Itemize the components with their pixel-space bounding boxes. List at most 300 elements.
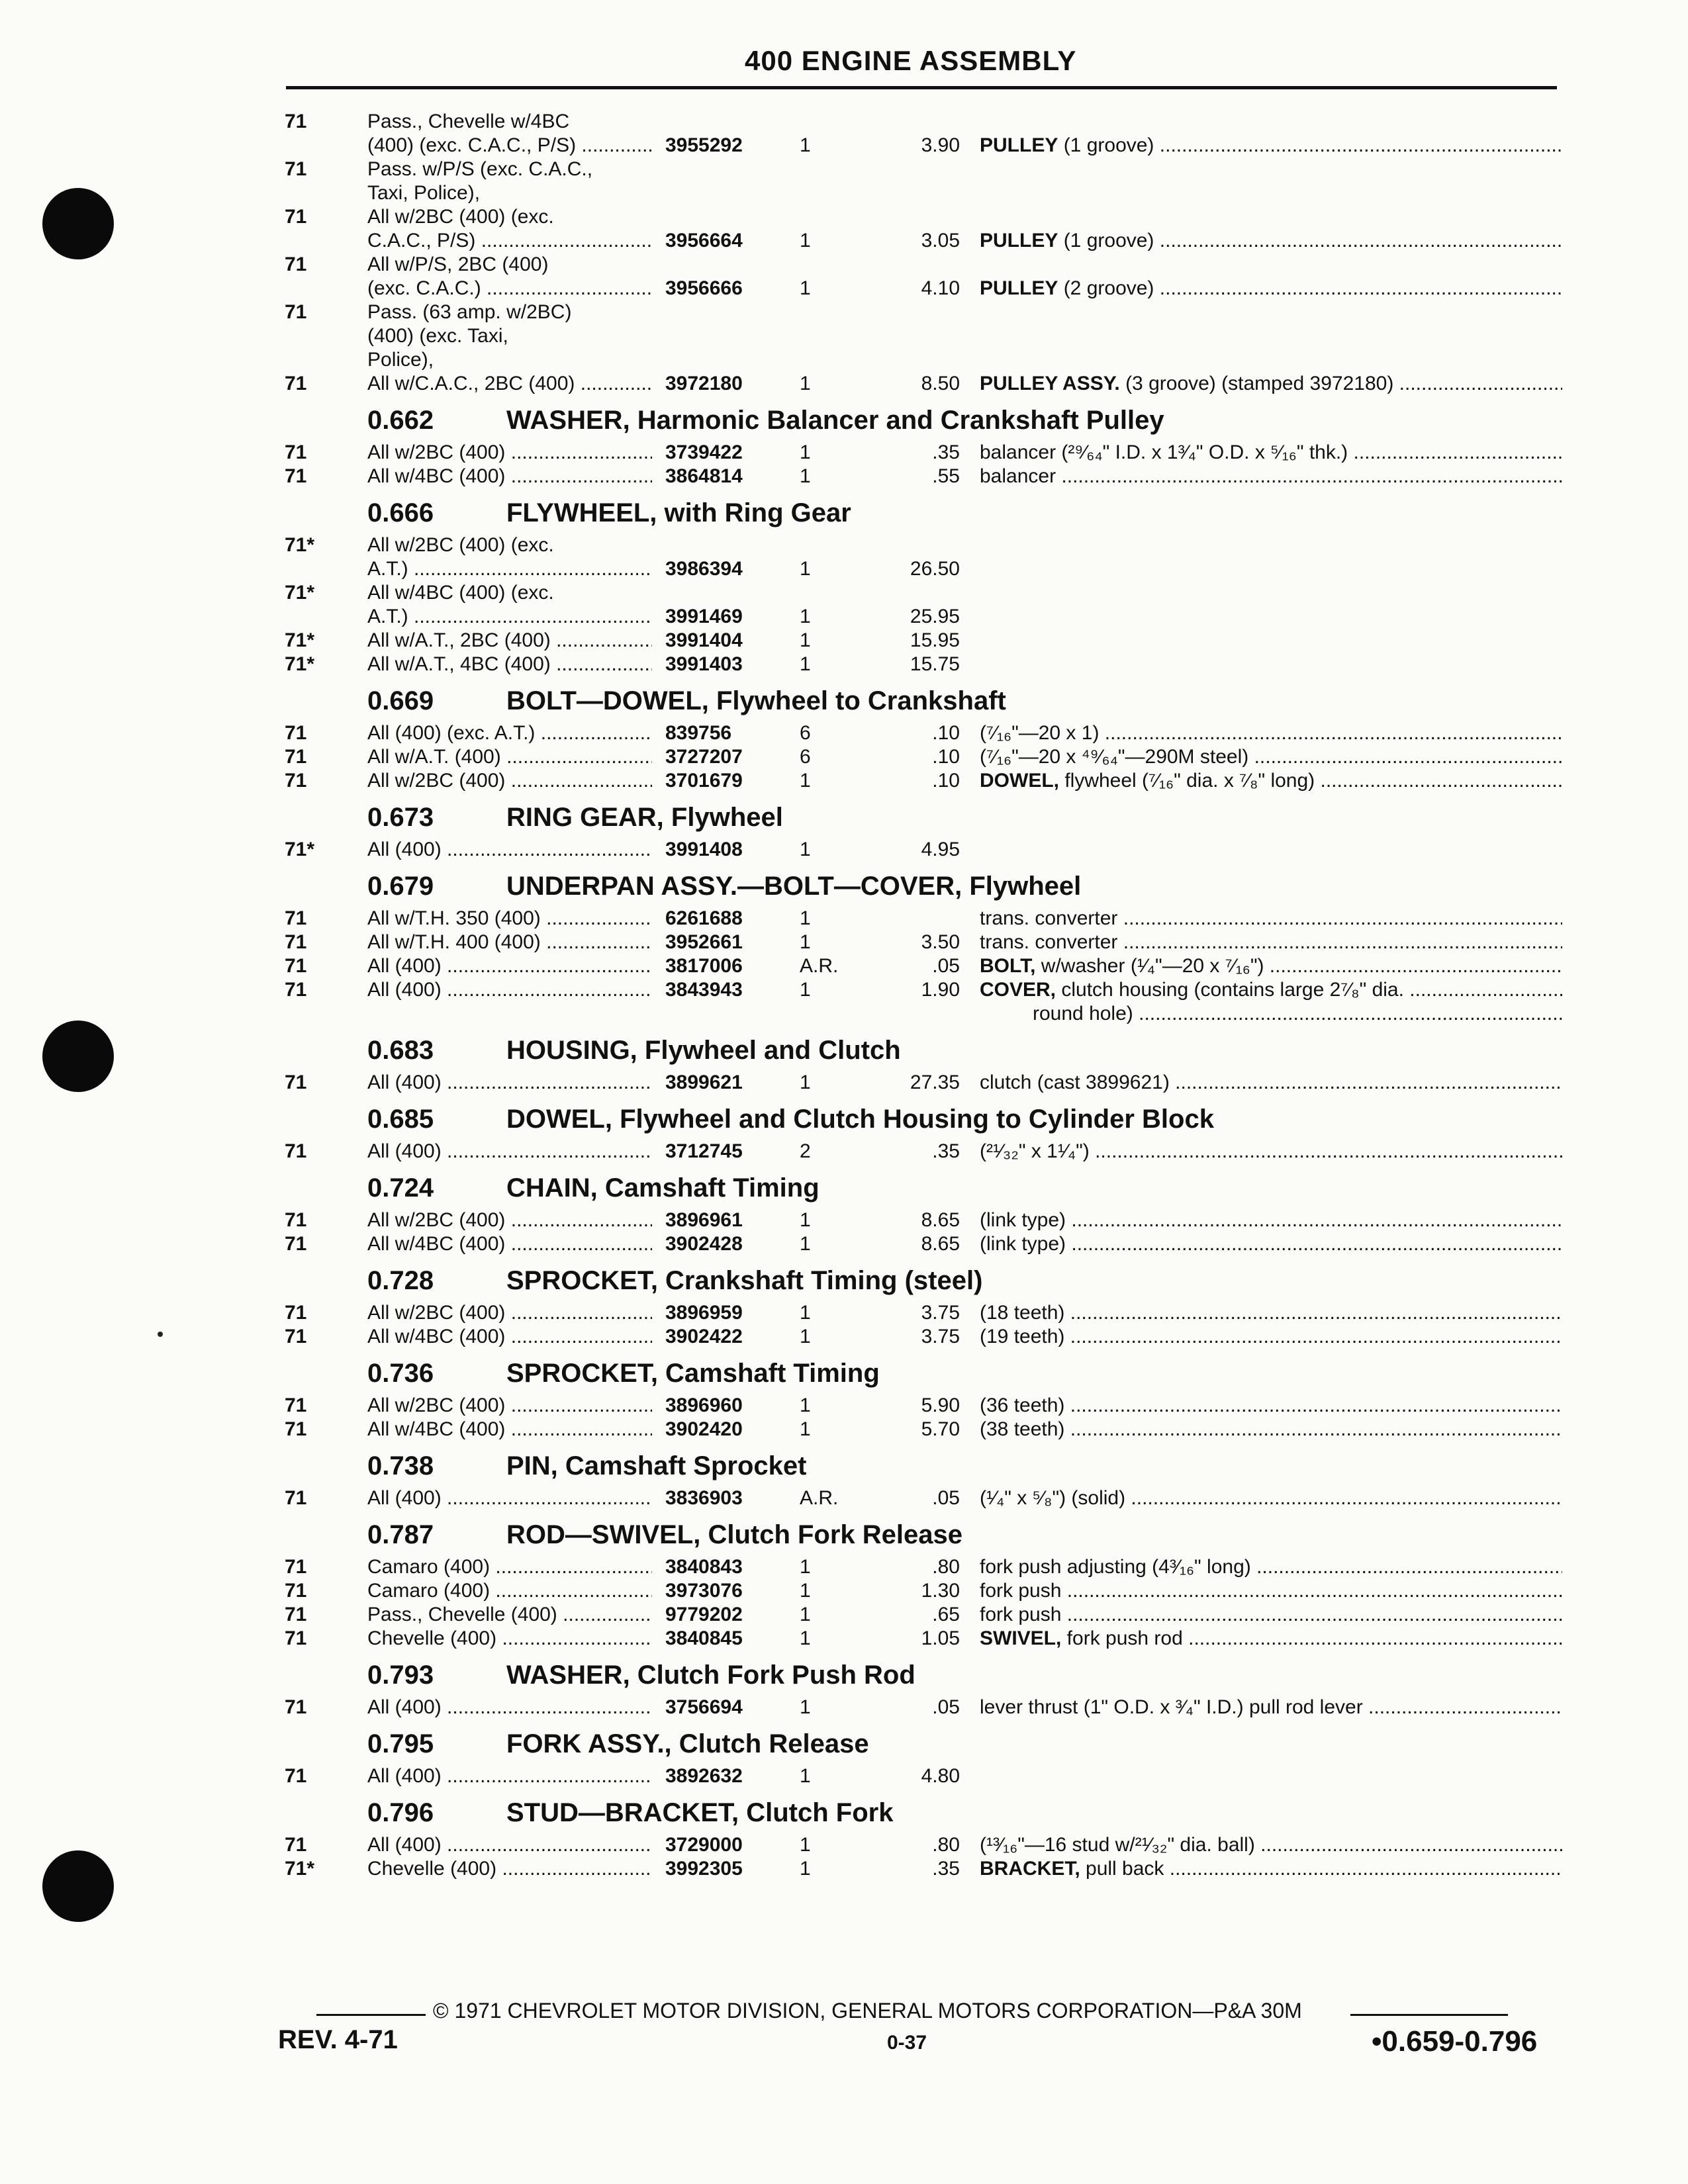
model-year: 71* bbox=[285, 582, 315, 604]
section-heading bbox=[278, 1792, 1562, 1833]
description: (link type) ..... bbox=[980, 1208, 1562, 1232]
model-year: 71 bbox=[285, 907, 307, 929]
part-row bbox=[278, 533, 1562, 557]
part-row bbox=[278, 205, 1562, 229]
part-row bbox=[278, 1418, 1562, 1441]
price: .10 bbox=[932, 722, 960, 744]
part-number: 3739422 bbox=[665, 441, 743, 463]
part-row bbox=[278, 441, 1562, 465]
model-year: 71 bbox=[285, 722, 307, 744]
part-number: 3902420 bbox=[665, 1418, 743, 1440]
part-row bbox=[278, 181, 1562, 205]
model-year: 71 bbox=[285, 1326, 307, 1347]
quantity: 1 bbox=[800, 373, 811, 394]
model-year: 71 bbox=[285, 1140, 307, 1162]
description: round hole) ..... bbox=[1033, 1002, 1562, 1026]
application: All (400) ..... bbox=[367, 1140, 652, 1163]
application: Chevelle (400) ..... bbox=[367, 1857, 652, 1881]
part-row bbox=[278, 465, 1562, 488]
application: Pass., Chevelle (400) ..... bbox=[367, 1603, 652, 1627]
model-year: 71 bbox=[285, 253, 307, 275]
part-number: 3896961 bbox=[665, 1209, 743, 1231]
quantity: 1 bbox=[800, 1233, 811, 1255]
part-number: 3955292 bbox=[665, 134, 743, 156]
part-row bbox=[278, 907, 1562, 931]
section-heading bbox=[278, 866, 1562, 907]
quantity: 1 bbox=[800, 465, 811, 487]
price: 27.35 bbox=[910, 1071, 960, 1093]
application: Camaro (400) ..... bbox=[367, 1579, 652, 1603]
part-number: 3992305 bbox=[665, 1858, 743, 1880]
application: (400) (exc. Taxi, bbox=[367, 325, 508, 347]
price: 3.75 bbox=[921, 1326, 960, 1347]
quantity: 1 bbox=[800, 1394, 811, 1416]
description: balancer ..... bbox=[980, 465, 1562, 488]
section-name: UNDERPAN ASSY.—BOLT—COVER, Flywheel bbox=[506, 872, 1082, 901]
price: .05 bbox=[932, 955, 960, 977]
application: (exc. C.A.C.) ..... bbox=[367, 277, 652, 300]
application: Police), bbox=[367, 349, 434, 371]
quantity: 1 bbox=[800, 1556, 811, 1578]
section-heading bbox=[278, 1353, 1562, 1394]
binder-hole-middle bbox=[42, 1021, 114, 1092]
description: BRACKET, pull back ..... bbox=[980, 1857, 1562, 1881]
revision-label: REV. 4-71 bbox=[278, 2025, 398, 2054]
application: A.T.) ..... bbox=[367, 557, 652, 581]
application: A.T.) ..... bbox=[367, 605, 652, 629]
application: All (400) ..... bbox=[367, 1071, 652, 1095]
section-number: 0.728 bbox=[367, 1266, 434, 1295]
price: 1.05 bbox=[921, 1627, 960, 1649]
part-row bbox=[278, 1071, 1562, 1095]
model-year: 71* bbox=[285, 629, 315, 651]
description: SWIVEL, fork push rod ..... bbox=[980, 1627, 1562, 1651]
section-name: RING GEAR, Flywheel bbox=[506, 803, 783, 832]
part-number: 3840845 bbox=[665, 1627, 743, 1649]
application: All w/2BC (400) (exc. bbox=[367, 206, 554, 228]
part-row bbox=[278, 1486, 1562, 1510]
quantity: 1 bbox=[800, 907, 811, 929]
part-row bbox=[278, 653, 1562, 676]
part-row bbox=[278, 277, 1562, 300]
part-number: 3727207 bbox=[665, 746, 743, 768]
model-year: 71 bbox=[285, 1394, 307, 1416]
description: PULLEY ASSY. (3 groove) (stamped 3972180) ..... bbox=[980, 372, 1562, 396]
model-year: 71 bbox=[285, 1627, 307, 1649]
quantity: 6 bbox=[800, 722, 811, 744]
section-number: 0.793 bbox=[367, 1661, 434, 1690]
quantity: 1 bbox=[800, 558, 811, 580]
price: 4.10 bbox=[921, 277, 960, 299]
description: PULLEY (1 groove) ..... bbox=[980, 134, 1562, 158]
part-number: 3712745 bbox=[665, 1140, 743, 1162]
section-name: FLYWHEEL, with Ring Gear bbox=[506, 498, 851, 527]
model-year: 71 bbox=[285, 955, 307, 977]
model-year: 71 bbox=[285, 746, 307, 768]
part-row bbox=[278, 1833, 1562, 1857]
application: All (400) ..... bbox=[367, 1764, 652, 1788]
model-year: 71* bbox=[285, 534, 315, 556]
application: (400) (exc. C.A.C., P/S) ..... bbox=[367, 134, 652, 158]
application: All (400) ..... bbox=[367, 978, 652, 1002]
quantity: 1 bbox=[800, 1834, 811, 1856]
part-number: 3902428 bbox=[665, 1233, 743, 1255]
part-row bbox=[278, 229, 1562, 253]
description: fork push adjusting (4³⁄₁₆" long) ..... bbox=[980, 1555, 1562, 1579]
description: (¹⁄₄" x ⁵⁄₈") (solid) ..... bbox=[980, 1486, 1562, 1510]
price: 1.30 bbox=[921, 1580, 960, 1602]
price: 3.50 bbox=[921, 931, 960, 953]
section-number: 0.795 bbox=[367, 1729, 434, 1758]
application: All w/2BC (400) ..... bbox=[367, 1208, 652, 1232]
price: 4.95 bbox=[921, 839, 960, 860]
section-heading bbox=[278, 680, 1562, 721]
model-year: 71 bbox=[285, 1556, 307, 1578]
description: COVER, clutch housing (contains large 2⁷⁄₈" dia. ..... bbox=[980, 978, 1562, 1002]
part-row bbox=[278, 253, 1562, 277]
price: 8.65 bbox=[921, 1233, 960, 1255]
section-name: SPROCKET, Camshaft Timing bbox=[506, 1359, 880, 1388]
application: Chevelle (400) ..... bbox=[367, 1627, 652, 1651]
model-year: 71 bbox=[285, 1765, 307, 1787]
description: (19 teeth) ..... bbox=[980, 1325, 1562, 1349]
model-year: 71* bbox=[285, 839, 315, 860]
application: All (400) (exc. A.T.) ..... bbox=[367, 721, 652, 745]
description: clutch (cast 3899621) ..... bbox=[980, 1071, 1562, 1095]
header-rule bbox=[286, 86, 1557, 89]
model-year: 71 bbox=[285, 1696, 307, 1718]
model-year: 71 bbox=[285, 931, 307, 953]
quantity: 1 bbox=[800, 1858, 811, 1880]
section-number: 0.787 bbox=[367, 1520, 434, 1549]
part-number: 3956664 bbox=[665, 230, 743, 251]
model-year: 71 bbox=[285, 979, 307, 1001]
part-row bbox=[278, 1232, 1562, 1256]
quantity: 1 bbox=[800, 1627, 811, 1649]
part-row bbox=[278, 954, 1562, 978]
description: balancer (²⁹⁄₆₄" I.D. x 1³⁄₄" O.D. x ⁵⁄₁₆" thk.) ..... bbox=[980, 441, 1562, 465]
section-heading bbox=[278, 1723, 1562, 1764]
part-row bbox=[278, 1764, 1562, 1788]
part-number: 839756 bbox=[665, 722, 732, 744]
quantity: 1 bbox=[800, 134, 811, 156]
quantity: 1 bbox=[800, 1604, 811, 1625]
page-title: 400 ENGINE ASSEMBLY bbox=[745, 45, 1077, 76]
price: 8.50 bbox=[921, 373, 960, 394]
model-year: 71 bbox=[285, 1580, 307, 1602]
section-number: 0.669 bbox=[367, 686, 434, 715]
part-number: 3701679 bbox=[665, 770, 743, 792]
part-number: 3843943 bbox=[665, 979, 743, 1001]
section-heading bbox=[278, 797, 1562, 838]
application: Camaro (400) ..... bbox=[367, 1555, 652, 1579]
part-row bbox=[278, 1603, 1562, 1627]
description: trans. converter ..... bbox=[980, 907, 1562, 931]
description: (36 teeth) ..... bbox=[980, 1394, 1562, 1418]
model-year: 71 bbox=[285, 301, 307, 323]
quantity: 1 bbox=[800, 606, 811, 627]
part-row bbox=[278, 1208, 1562, 1232]
parts-list bbox=[278, 110, 1562, 1881]
part-row bbox=[278, 745, 1562, 769]
price: .65 bbox=[932, 1604, 960, 1625]
application: All w/T.H. 400 (400) ..... bbox=[367, 931, 652, 954]
part-number: 3836903 bbox=[665, 1487, 743, 1509]
group-range: •0.659-0.796 bbox=[1372, 2025, 1538, 2058]
application: All w/2BC (400) ..... bbox=[367, 441, 652, 465]
price: 8.65 bbox=[921, 1209, 960, 1231]
application: All w/4BC (400) ..... bbox=[367, 1232, 652, 1256]
price: .10 bbox=[932, 746, 960, 768]
application: All w/P/S, 2BC (400) bbox=[367, 253, 549, 275]
part-row bbox=[278, 324, 1562, 348]
application: All w/2BC (400) ..... bbox=[367, 1301, 652, 1325]
binder-hole-top bbox=[42, 188, 114, 259]
section-name: CHAIN, Camshaft Timing bbox=[506, 1173, 820, 1203]
group-range-value: 0.659-0.796 bbox=[1382, 2025, 1538, 2058]
quantity: A.R. bbox=[800, 1487, 839, 1509]
application: Taxi, Police), bbox=[367, 182, 481, 204]
part-number: 3956666 bbox=[665, 277, 743, 299]
part-row bbox=[278, 769, 1562, 793]
application: All (400) ..... bbox=[367, 954, 652, 978]
part-number: 3972180 bbox=[665, 373, 743, 394]
part-row bbox=[278, 1325, 1562, 1349]
section-name: FORK ASSY., Clutch Release bbox=[506, 1729, 869, 1758]
section-heading bbox=[278, 1655, 1562, 1696]
description: (18 teeth) ..... bbox=[980, 1301, 1562, 1325]
part-row bbox=[278, 110, 1562, 134]
model-year: 71 bbox=[285, 1487, 307, 1509]
quantity: 1 bbox=[800, 230, 811, 251]
quantity: 1 bbox=[800, 839, 811, 860]
price: 3.05 bbox=[921, 230, 960, 251]
quantity: 1 bbox=[800, 1418, 811, 1440]
application: All w/4BC (400) ..... bbox=[367, 1325, 652, 1349]
part-number: 3902422 bbox=[665, 1326, 743, 1347]
section-number: 0.796 bbox=[367, 1798, 434, 1827]
application: All w/A.T., 2BC (400) ..... bbox=[367, 629, 652, 653]
section-number: 0.673 bbox=[367, 803, 434, 832]
price: 5.70 bbox=[921, 1418, 960, 1440]
price: .55 bbox=[932, 465, 960, 487]
part-row bbox=[278, 1696, 1562, 1719]
part-row bbox=[278, 931, 1562, 954]
application: All w/4BC (400) ..... bbox=[367, 1418, 652, 1441]
description: (38 teeth) ..... bbox=[980, 1418, 1562, 1441]
part-row bbox=[278, 134, 1562, 158]
application: All w/C.A.C., 2BC (400) ..... bbox=[367, 372, 652, 396]
section-number: 0.666 bbox=[367, 498, 434, 527]
part-number: 3986394 bbox=[665, 558, 743, 580]
model-year: 71* bbox=[285, 653, 315, 675]
binder-hole-bottom bbox=[42, 1850, 114, 1922]
description: fork push ..... bbox=[980, 1603, 1562, 1627]
price: .10 bbox=[932, 770, 960, 792]
description: PULLEY (2 groove) ..... bbox=[980, 277, 1562, 300]
part-number: 3896959 bbox=[665, 1302, 743, 1324]
section-number: 0.724 bbox=[367, 1173, 434, 1203]
section-heading bbox=[278, 1030, 1562, 1071]
price: .80 bbox=[932, 1834, 960, 1856]
description: (link type) ..... bbox=[980, 1232, 1562, 1256]
price: 3.75 bbox=[921, 1302, 960, 1324]
model-year: 71 bbox=[285, 1604, 307, 1625]
model-year: 71 bbox=[285, 1071, 307, 1093]
speck bbox=[158, 1332, 163, 1337]
quantity: 1 bbox=[800, 277, 811, 299]
part-row bbox=[278, 348, 1562, 372]
application: All (400) ..... bbox=[367, 838, 652, 862]
footer-rule-right bbox=[1350, 2014, 1508, 2016]
application: All w/2BC (400) ..... bbox=[367, 1394, 652, 1418]
quantity: 6 bbox=[800, 746, 811, 768]
section-heading bbox=[278, 1260, 1562, 1301]
price: 15.95 bbox=[910, 629, 960, 651]
model-year: 71 bbox=[285, 1302, 307, 1324]
price: 15.75 bbox=[910, 653, 960, 675]
model-year: 71 bbox=[285, 373, 307, 394]
page-number: 0-37 bbox=[887, 2032, 927, 2054]
section-name: STUD—BRACKET, Clutch Fork bbox=[506, 1798, 894, 1827]
part-row bbox=[278, 1555, 1562, 1579]
part-row bbox=[278, 1002, 1562, 1026]
application: All w/4BC (400) (exc. bbox=[367, 582, 554, 604]
section-heading bbox=[278, 1514, 1562, 1555]
price: 4.80 bbox=[921, 1765, 960, 1787]
application: C.A.C., P/S) ..... bbox=[367, 229, 652, 253]
description: (²¹⁄₃₂" x 1¹⁄₄") ..... bbox=[980, 1140, 1562, 1163]
section-heading bbox=[278, 1167, 1562, 1208]
application: Pass. (63 amp. w/2BC) bbox=[367, 301, 572, 323]
price: .35 bbox=[932, 1140, 960, 1162]
model-year: 71 bbox=[285, 111, 307, 132]
section-number: 0.738 bbox=[367, 1451, 434, 1480]
quantity: 1 bbox=[800, 1765, 811, 1787]
part-number: 6261688 bbox=[665, 907, 743, 929]
section-number: 0.736 bbox=[367, 1359, 434, 1388]
part-number: 3991403 bbox=[665, 653, 743, 675]
quantity: 1 bbox=[800, 979, 811, 1001]
application: All w/T.H. 350 (400) ..... bbox=[367, 907, 652, 931]
section-number: 0.679 bbox=[367, 872, 434, 901]
model-year: 71 bbox=[285, 158, 307, 180]
part-number: 3896960 bbox=[665, 1394, 743, 1416]
section-heading bbox=[278, 400, 1562, 441]
part-row bbox=[278, 1857, 1562, 1881]
model-year: 71 bbox=[285, 1233, 307, 1255]
part-number: 3864814 bbox=[665, 465, 743, 487]
section-heading bbox=[278, 1099, 1562, 1140]
price: 1.90 bbox=[921, 979, 960, 1001]
application: All (400) ..... bbox=[367, 1696, 652, 1719]
part-row bbox=[278, 605, 1562, 629]
part-row bbox=[278, 978, 1562, 1002]
part-number: 3817006 bbox=[665, 955, 743, 977]
part-row bbox=[278, 721, 1562, 745]
quantity: 2 bbox=[800, 1140, 811, 1162]
part-number: 3991404 bbox=[665, 629, 743, 651]
description: DOWEL, flywheel (⁷⁄₁₆" dia. x ⁷⁄₈" long) ..... bbox=[980, 769, 1562, 793]
section-name: DOWEL, Flywheel and Clutch Housing to Cylinder Block bbox=[506, 1105, 1214, 1134]
application: All w/2BC (400) (exc. bbox=[367, 534, 554, 556]
quantity: A.R. bbox=[800, 955, 839, 977]
model-year: 71 bbox=[285, 206, 307, 228]
model-year: 71 bbox=[285, 465, 307, 487]
application: All w/2BC (400) ..... bbox=[367, 769, 652, 793]
quantity: 1 bbox=[800, 1580, 811, 1602]
quantity: 1 bbox=[800, 1209, 811, 1231]
part-row bbox=[278, 1140, 1562, 1163]
application: All w/A.T., 4BC (400) ..... bbox=[367, 653, 652, 676]
part-row bbox=[278, 372, 1562, 396]
price: 3.90 bbox=[921, 134, 960, 156]
part-row bbox=[278, 1394, 1562, 1418]
application: All w/A.T. (400) ..... bbox=[367, 745, 652, 769]
model-year: 71 bbox=[285, 1209, 307, 1231]
part-number: 3892632 bbox=[665, 1765, 743, 1787]
footer-rule-left bbox=[316, 2014, 426, 2016]
part-number: 3991408 bbox=[665, 839, 743, 860]
section-name: WASHER, Harmonic Balancer and Crankshaft Pulley bbox=[506, 406, 1164, 435]
part-number: 3973076 bbox=[665, 1580, 743, 1602]
description: (¹³⁄₁₆"—16 stud w/²¹⁄₃₂" dia. ball) ..... bbox=[980, 1833, 1562, 1857]
quantity: 1 bbox=[800, 629, 811, 651]
part-number: 3952661 bbox=[665, 931, 743, 953]
price: .35 bbox=[932, 1858, 960, 1880]
model-year: 71 bbox=[285, 770, 307, 792]
part-number: 9779202 bbox=[665, 1604, 743, 1625]
application: Pass., Chevelle w/4BC bbox=[367, 111, 570, 132]
quantity: 1 bbox=[800, 1302, 811, 1324]
section-name: PIN, Camshaft Sprocket bbox=[506, 1451, 807, 1480]
description: BOLT, w/washer (¹⁄₄"—20 x ⁷⁄₁₆") ..... bbox=[980, 954, 1562, 978]
part-row bbox=[278, 1579, 1562, 1603]
part-row bbox=[278, 581, 1562, 605]
price: .35 bbox=[932, 441, 960, 463]
part-row bbox=[278, 300, 1562, 324]
description: trans. converter ..... bbox=[980, 931, 1562, 954]
part-row bbox=[278, 1627, 1562, 1651]
model-year: 71 bbox=[285, 1418, 307, 1440]
section-name: HOUSING, Flywheel and Clutch bbox=[506, 1036, 901, 1065]
description: fork push ..... bbox=[980, 1579, 1562, 1603]
price: .80 bbox=[932, 1556, 960, 1578]
section-number: 0.683 bbox=[367, 1036, 434, 1065]
part-row bbox=[278, 1301, 1562, 1325]
section-name: ROD—SWIVEL, Clutch Fork Release bbox=[506, 1520, 963, 1549]
application: All (400) ..... bbox=[367, 1833, 652, 1857]
section-heading bbox=[278, 492, 1562, 533]
price: 25.95 bbox=[910, 606, 960, 627]
section-name: WASHER, Clutch Fork Push Rod bbox=[506, 1661, 915, 1690]
quantity: 1 bbox=[800, 653, 811, 675]
part-row bbox=[278, 629, 1562, 653]
part-number: 3729000 bbox=[665, 1834, 743, 1856]
section-name: BOLT—DOWEL, Flywheel to Crankshaft bbox=[506, 686, 1006, 715]
quantity: 1 bbox=[800, 441, 811, 463]
quantity: 1 bbox=[800, 1326, 811, 1347]
part-number: 3756694 bbox=[665, 1696, 743, 1718]
price: 5.90 bbox=[921, 1394, 960, 1416]
quantity: 1 bbox=[800, 770, 811, 792]
quantity: 1 bbox=[800, 931, 811, 953]
price: .05 bbox=[932, 1487, 960, 1509]
section-number: 0.662 bbox=[367, 406, 434, 435]
price: .05 bbox=[932, 1696, 960, 1718]
application: Pass. w/P/S (exc. C.A.C., bbox=[367, 158, 593, 180]
description: PULLEY (1 groove) ..... bbox=[980, 229, 1562, 253]
